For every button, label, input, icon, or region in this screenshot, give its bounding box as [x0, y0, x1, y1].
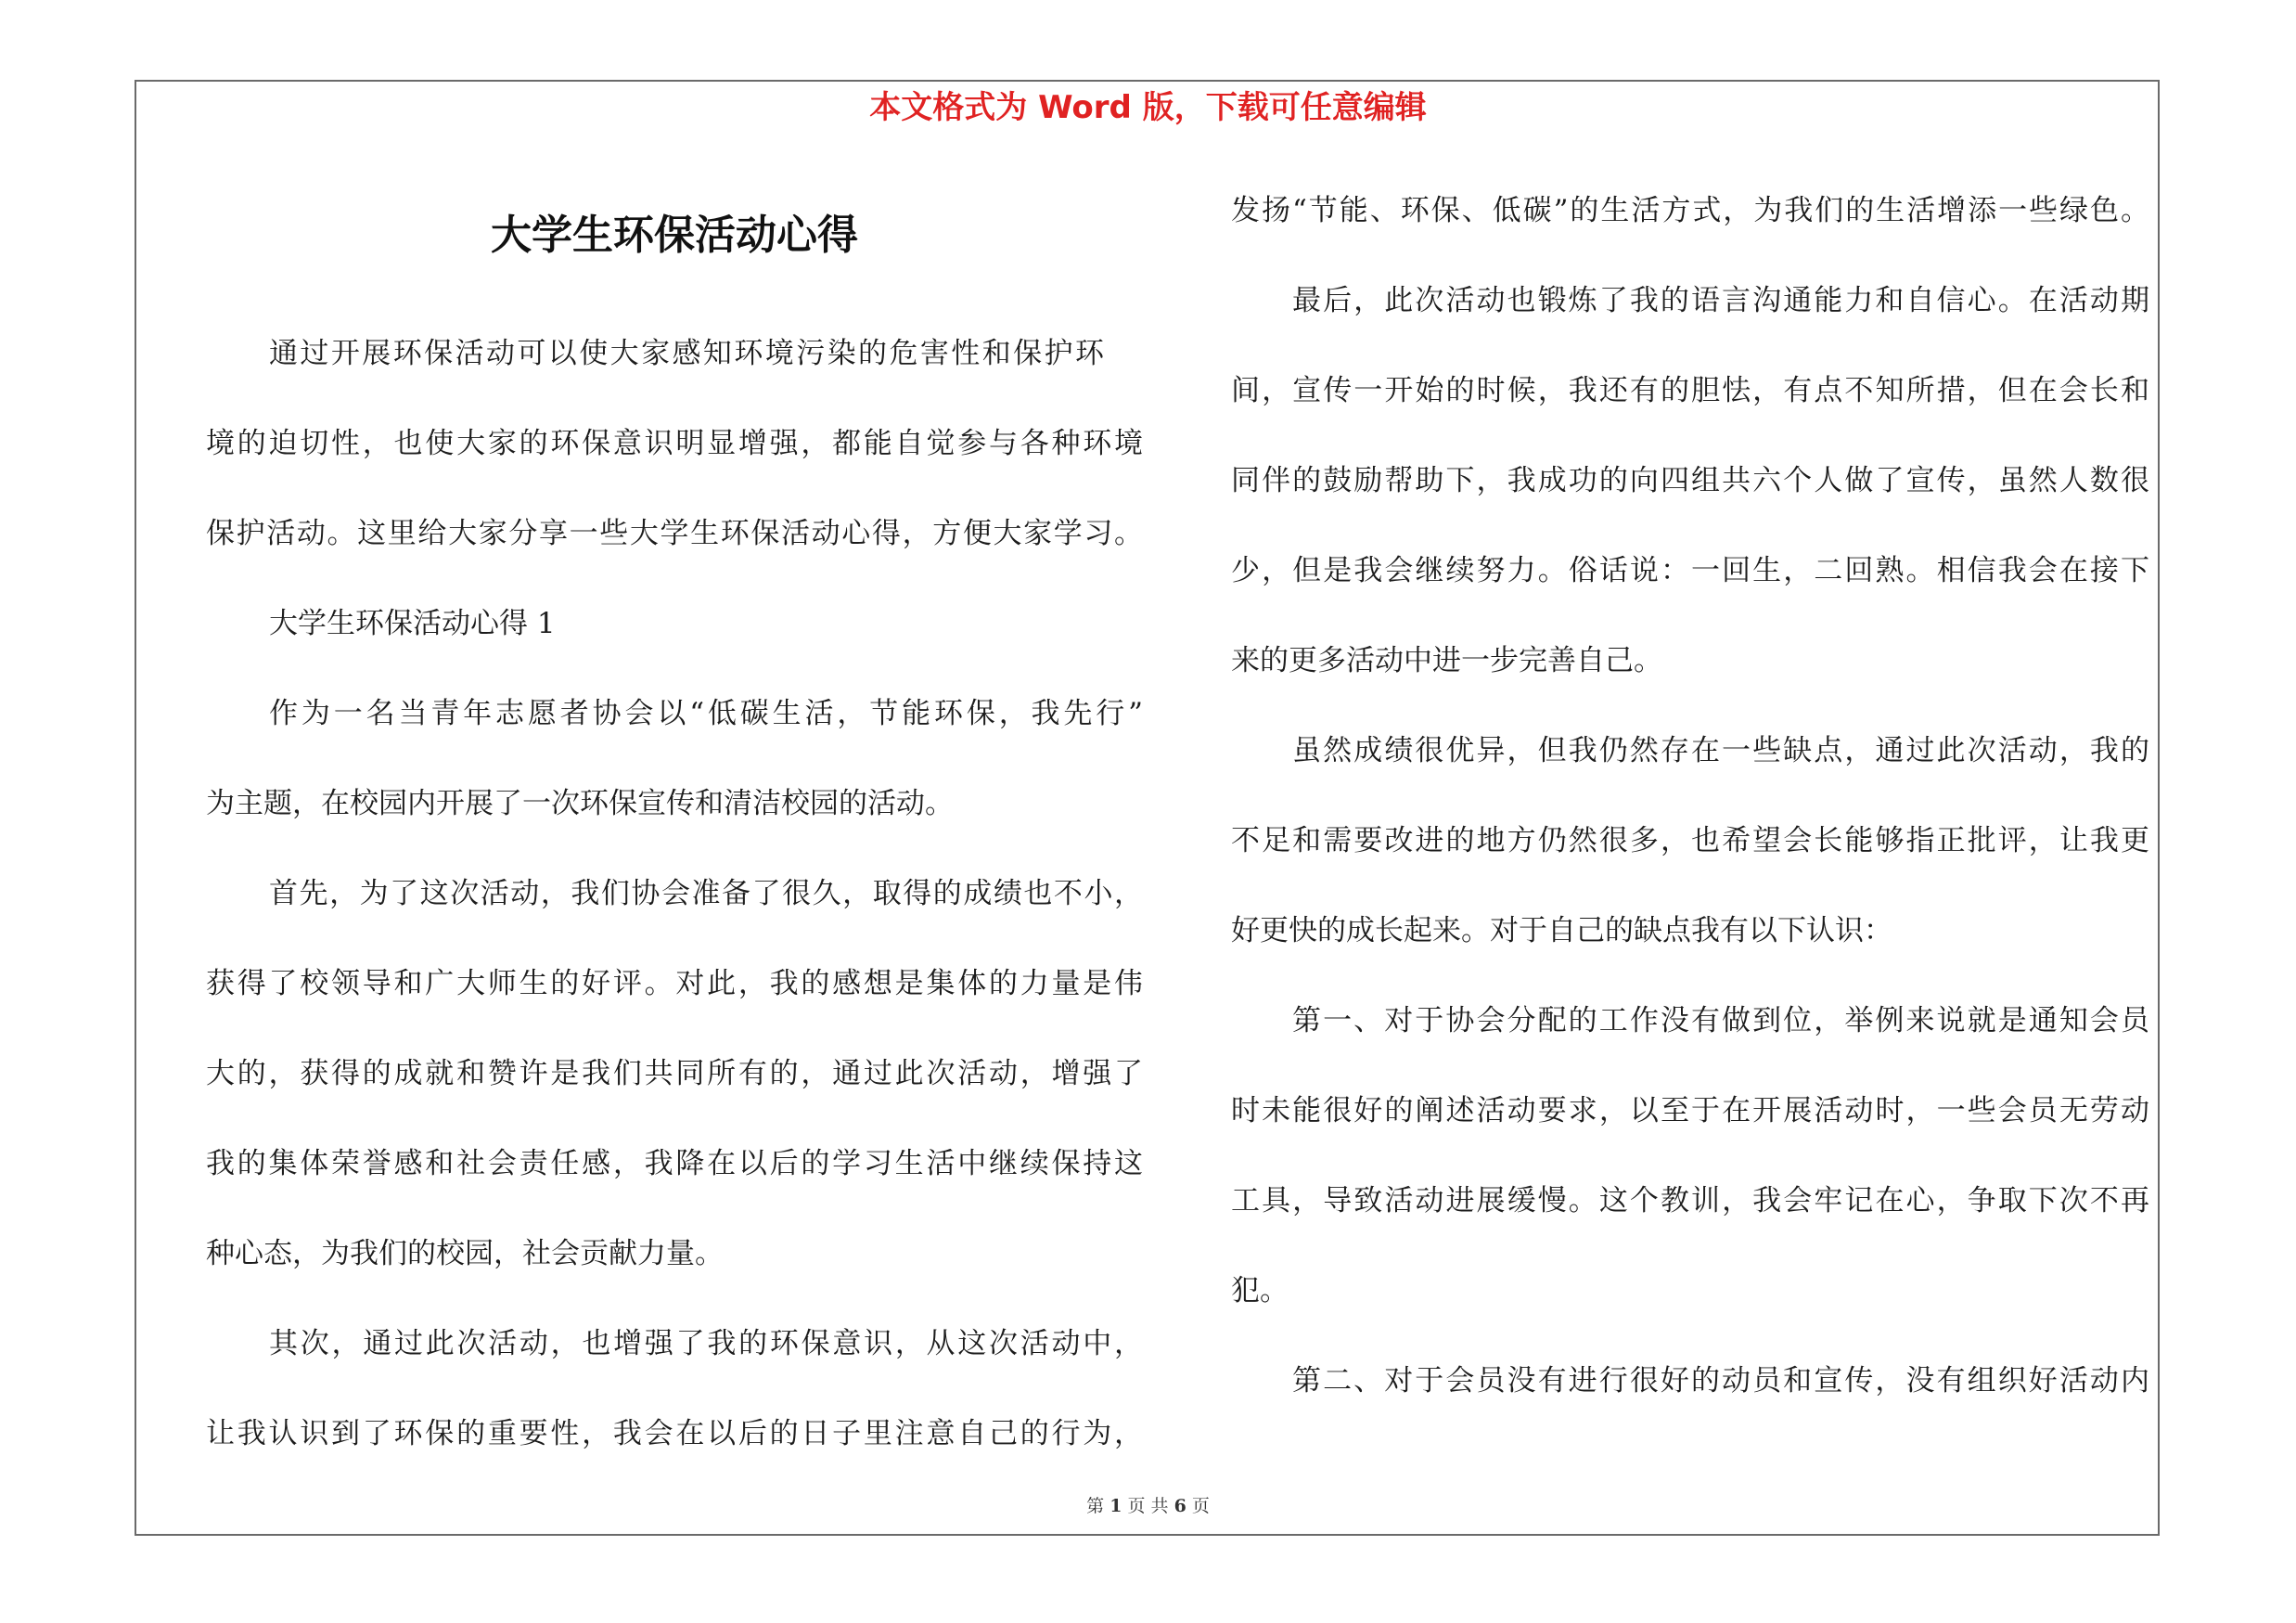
body-line: 发扬“节能、环保、低碳”的生活方式，为我们的生活增添一些绿色。: [1231, 194, 2149, 227]
body-line: 我的集体荣誉感和社会责任感，我降在以后的学习生活中继续保持这: [206, 1147, 1143, 1180]
body-line: 其次，通过此次活动，也增强了我的环保意识，从这次活动中，: [269, 1327, 1143, 1360]
body-line: 间，宣传一开始的时候，我还有的胆怯，有点不知所措，但在会长和: [1231, 374, 2149, 407]
body-line: 第一、对于协会分配的工作没有做到位，举例来说就是通知会员: [1292, 1004, 2149, 1037]
total-page-count: 6: [1174, 1496, 1186, 1516]
body-line: 通过开展环保活动可以使大家感知环境污染的危害性和保护环: [269, 337, 1104, 370]
body-line: 同伴的鼓励帮助下，我成功的向四组共六个人做了宣传，虽然人数很: [1231, 464, 2149, 497]
section-heading: 大学生环保活动心得 1: [269, 607, 556, 640]
document-title: 大学生环保活动心得: [491, 212, 858, 259]
body-line: 种心态，为我们的校园，社会贡献力量。: [206, 1237, 724, 1270]
body-line: 境的迫切性，也使大家的环保意识明显增强，都能自觉参与各种环境: [206, 427, 1143, 460]
page-number-footer: [0, 1494, 2296, 1518]
body-line: 大的，获得的成就和赞许是我们共同所有的，通过此次活动，增强了: [206, 1057, 1143, 1090]
body-line: 工具，导致活动进展缓慢。这个教训，我会牢记在心，争取下次不再: [1231, 1184, 2149, 1217]
body-line: 最后，此次活动也锻炼了我的语言沟通能力和自信心。在活动期: [1292, 284, 2149, 317]
body-line: 少，但是我会继续努力。俗话说：一回生，二回熟。相信我会在接下: [1231, 554, 2149, 587]
body-line: 时未能很好的阐述活动要求，以至于在开展活动时，一些会员无劳动: [1231, 1094, 2149, 1127]
body-line: 犯。: [1231, 1274, 1289, 1307]
body-line: 第二、对于会员没有进行很好的动员和宣传，没有组织好活动内: [1292, 1364, 2149, 1398]
body-line: 好更快的成长起来。对于自己的缺点我有以下认识：: [1231, 914, 1892, 947]
body-line: 首先，为了这次活动，我们协会准备了很久，取得的成绩也不小，: [269, 877, 1143, 910]
body-line: 来的更多活动中进一步完善自己。: [1231, 644, 1662, 677]
body-line: 为主题，在校园内开展了一次环保宣传和清洁校园的活动。: [206, 787, 954, 820]
footer-suffix: 页: [1191, 1496, 1210, 1516]
footer-prefix: 第: [1086, 1496, 1105, 1516]
body-line: 让我认识到了环保的重要性，我会在以后的日子里注意自己的行为，: [206, 1417, 1143, 1450]
body-line: 获得了校领导和广大师生的好评。对此，我的感想是集体的力量是伟: [206, 967, 1143, 1000]
current-page-number: 1: [1110, 1496, 1122, 1516]
body-line: 不足和需要改进的地方仍然很多，也希望会长能够指正批评，让我更: [1231, 824, 2149, 857]
format-banner: 本文格式为 Word 版，下载可任意编辑: [869, 89, 1427, 126]
body-line: 作为一名当青年志愿者协会以“低碳生活，节能环保，我先行”: [269, 697, 1143, 730]
footer-middle: 页 共: [1127, 1496, 1169, 1516]
body-line: 保护活动。这里给大家分享一些大学生环保活动心得，方便大家学习。: [206, 517, 1143, 550]
body-line: 虽然成绩很优异，但我仍然存在一些缺点，通过此次活动，我的: [1292, 734, 2149, 767]
